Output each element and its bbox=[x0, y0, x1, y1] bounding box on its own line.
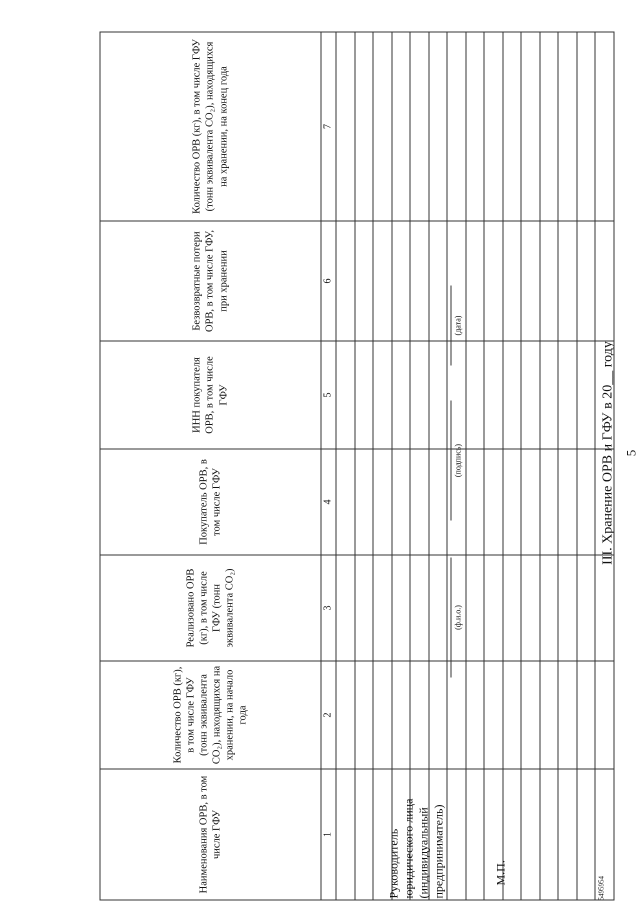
column-number: 6 bbox=[321, 221, 336, 341]
header-text: Количество ОРВ (кг), в том числе ГФУ (тонн эквивалента CO₂), находящихся на хранении, на начало года bbox=[171, 665, 249, 764]
section-title: III. Хранение ОРВ и ГФУ в 20__ году bbox=[600, 340, 615, 565]
head-label: Руководитель юридического лица (индивидуальный предприниматель) bbox=[386, 798, 445, 898]
document-code: 5495954 bbox=[597, 875, 605, 900]
fio-line bbox=[450, 557, 451, 677]
page-number: 5 bbox=[623, 449, 638, 456]
signature-caption: (подпись) bbox=[453, 443, 462, 477]
signature-line bbox=[450, 400, 451, 520]
header-text: Реализовано ОРВ (кг), в том числе ГФУ (тонн эквивалента CO₂) bbox=[184, 567, 236, 648]
stamp-label: М.П. bbox=[493, 859, 507, 885]
header-text: Безвозвратные потери ОРВ, в том числе ГФУ, при хранении bbox=[191, 229, 229, 332]
date-line bbox=[450, 285, 451, 365]
column-number: 2 bbox=[321, 661, 336, 769]
column-number: 4 bbox=[321, 449, 336, 555]
fio-caption: (ф.и.о.) bbox=[453, 604, 462, 630]
header-text: Покупатель ОРВ, в том числе ГФУ bbox=[197, 458, 222, 545]
date-caption: (дата) bbox=[453, 315, 462, 335]
column-number: 1 bbox=[321, 769, 336, 900]
column-number: 5 bbox=[321, 341, 336, 449]
header-text: Количество ОРВ (кг), в том числе ГФУ (тонн эквивалента CO₂), находящихся на хранении, на конец года bbox=[191, 38, 229, 214]
header-text: ИНН покупателя ОРВ, в том числе ГФУ bbox=[191, 355, 229, 434]
header-text: Наименования ОРВ, в том числе ГФУ bbox=[197, 775, 222, 893]
column-number: 7 bbox=[321, 32, 336, 221]
column-number: 3 bbox=[321, 555, 336, 661]
